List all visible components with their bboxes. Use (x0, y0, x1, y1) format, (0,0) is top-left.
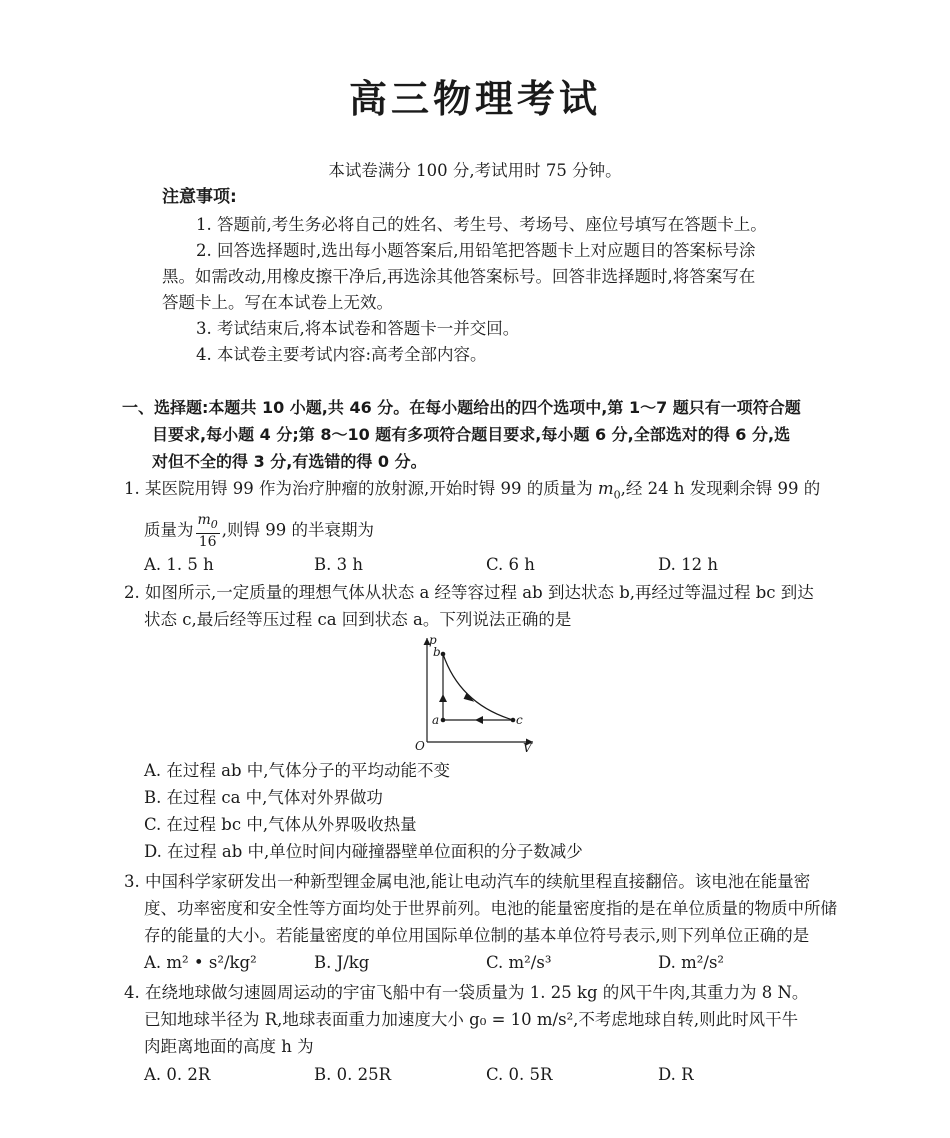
origin-label: O (415, 739, 425, 752)
question-4-text: 已知地球半径为 R,地球表面重力加速度大小 g₀ = 10 m/s²,不考虑地球自转,则此时风干牛 (144, 1010, 799, 1029)
section-heading: 对但不全的得 3 分,有选错的得 0 分。 (152, 452, 427, 471)
axis-label-p: p (429, 633, 437, 647)
option-b: B. 3 h (314, 555, 363, 574)
notice-item: 答题卡上。写在本试卷上无效。 (162, 293, 393, 312)
option-b: B. 0. 25R (314, 1065, 392, 1084)
page-title: 高三物理考试 (348, 77, 601, 121)
question-2-text: 2. 如图所示,一定质量的理想气体从状态 a 经等容过程 ab 到达状态 b,再经过等温过程 bc 到达 (124, 583, 814, 602)
notice-item: 1. 答题前,考生务必将自己的姓名、考生号、考场号、座位号填写在答题卡上。 (196, 215, 767, 234)
exam-intro: 本试卷满分 100 分,考试用时 75 分钟。 (328, 161, 622, 180)
notice-item: 黑。如需改动,用橡皮擦干净后,再选涂其他答案标号。回答非选择题时,将答案写在 (162, 267, 756, 286)
option-d: D. m²/s² (658, 953, 725, 972)
option-a: A. m² • s²/kg² (144, 953, 257, 972)
question-3-text: 3. 中国科学家研发出一种新型锂金属电池,能让电动汽车的续航里程直接翻倍。该电池在能量密 (124, 872, 811, 891)
question-4-text: 肉距离地面的高度 h 为 (144, 1037, 314, 1056)
question-2-text: 状态 c,最后经等压过程 ca 回到状态 a。下列说法正确的是 (144, 610, 572, 629)
notice-item: 2. 回答选择题时,选出每小题答案后,用铅笔把答题卡上对应题目的答案标号涂 (196, 241, 756, 260)
process-bc (443, 654, 513, 720)
point-b (441, 652, 446, 657)
point-c-label: c (516, 713, 523, 727)
option-c: C. 在过程 bc 中,气体从外界吸收热量 (144, 815, 417, 834)
question-4-text: 4. 在绕地球做匀速圆周运动的宇宙飞船中有一袋质量为 1. 25 kg 的风干牛肉,其重力为 8 N。 (124, 983, 809, 1002)
option-a: A. 1. 5 h (144, 555, 214, 574)
option-d: D. 在过程 ab 中,单位时间内碰撞器壁单位面积的分子数减少 (144, 842, 583, 861)
pv-diagram (405, 632, 545, 752)
axis-label-v: V (523, 741, 532, 752)
question-3-text: 存的能量的大小。若能量密度的单位用国际单位制的基本单位符号表示,则下列单位正确的是 (144, 926, 810, 945)
question-3-text: 度、功率密度和安全性等方面均处于世界前列。电池的能量密度指的是在单位质量的物质中所储 (144, 899, 837, 918)
option-a: A. 在过程 ab 中,气体分子的平均动能不变 (144, 761, 451, 780)
fraction: $\frac{m_0}{16}$ (197, 512, 218, 550)
point-a (441, 718, 446, 723)
notice-item: 3. 考试结束后,将本试卷和答题卡一并交回。 (196, 319, 520, 338)
notice-heading: 注意事项: (162, 187, 237, 207)
option-d: D. R (658, 1065, 694, 1084)
option-a: A. 0. 2R (144, 1065, 211, 1084)
section-heading: 目要求,每小题 4 分;第 8～10 题有多项符合题目要求,每小题 6 分,全部选对的得 6 分,选 (152, 425, 791, 444)
point-b-label: b (433, 645, 441, 659)
option-c: C. 6 h (486, 555, 535, 574)
option-b: B. J/kg (314, 953, 370, 972)
option-b: B. 在过程 ca 中,气体对外界做功 (144, 788, 383, 807)
section-heading: 一、选择题:本题共 10 小题,共 46 分。在每小题给出的四个选项中,第 1～7 题只有一项符合题 (122, 398, 801, 417)
option-c: C. m²/s³ (486, 953, 552, 972)
question-1-text: 质量为 $\frac{m_0}{16}$ ,则锝 99 的半衰期为 (144, 512, 375, 550)
option-c: C. 0. 5R (486, 1065, 553, 1084)
notice-item: 4. 本试卷主要考试内容:高考全部内容。 (196, 345, 487, 364)
option-d: D. 12 h (658, 555, 718, 574)
point-c (511, 718, 516, 723)
point-a-label: a (432, 713, 440, 727)
question-1-text: 1. 某医院用锝 99 作为治疗肿瘤的放射源,开始时锝 99 的质量为 $m_0$,经 24 h 发现剩余锝 99 的 (124, 479, 821, 502)
